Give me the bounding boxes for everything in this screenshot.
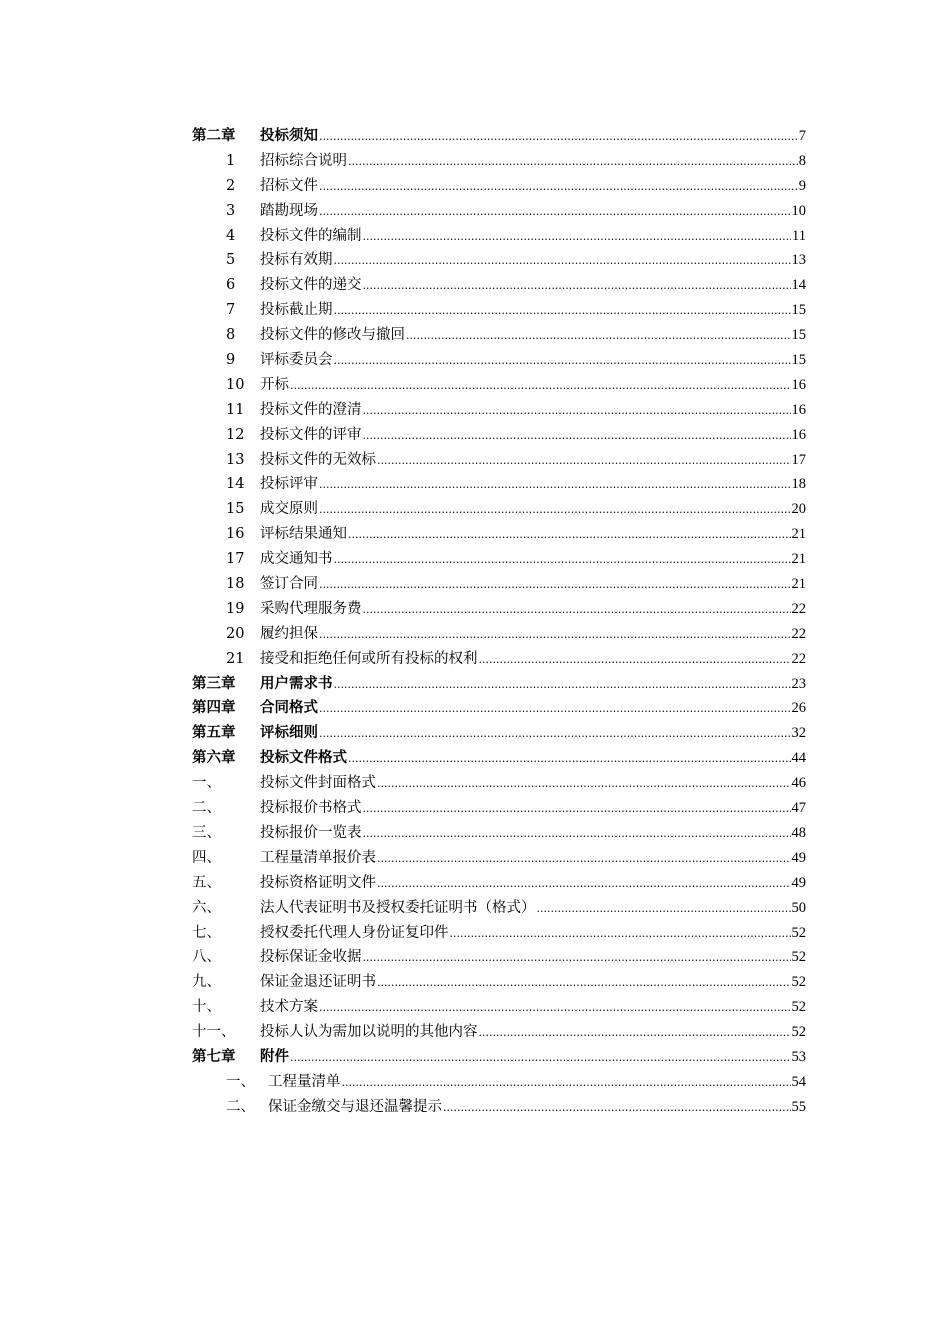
dot-leader [348, 526, 791, 542]
toc-entry[interactable] [192, 945, 806, 970]
toc-page: 16 [791, 401, 806, 418]
toc-page: 26 [791, 700, 806, 717]
toc-title: 投标截止期 [260, 302, 333, 319]
toc-entry[interactable] [192, 746, 806, 771]
toc-number: 第六章 [192, 749, 236, 767]
toc-number: 三、 [192, 824, 221, 841]
toc-entry[interactable] [192, 572, 806, 597]
toc-entry[interactable] [192, 672, 806, 697]
toc-title: 签订合同 [260, 576, 318, 593]
toc-entry[interactable] [192, 696, 806, 721]
toc-title: 投标文件封面格式 [260, 775, 376, 792]
toc-entry[interactable] [192, 423, 806, 448]
dot-leader [334, 252, 791, 268]
toc-number: 七、 [192, 924, 221, 941]
toc-entry[interactable] [192, 199, 806, 224]
toc-title: 评标细则 [260, 724, 318, 742]
toc-number: 第三章 [192, 674, 236, 692]
dot-leader [377, 850, 791, 866]
toc-page: 52 [791, 924, 806, 941]
toc-page: 14 [791, 277, 806, 294]
toc-entry[interactable] [192, 448, 806, 473]
dot-leader [319, 476, 791, 492]
toc-number: 7 [226, 302, 236, 319]
dot-leader [377, 974, 791, 990]
dot-leader [363, 277, 791, 293]
dot-leader [334, 352, 791, 368]
toc-number: 五、 [192, 874, 221, 891]
toc-number: 4 [226, 227, 236, 244]
toc-title: 合同格式 [260, 699, 318, 717]
toc-page: 15 [791, 327, 806, 344]
dot-leader [319, 501, 791, 517]
toc-title: 投标文件的无效标 [260, 451, 376, 468]
toc-title: 授权委托代理人身份证复印件 [260, 924, 449, 941]
toc-number: 16 [226, 526, 245, 543]
toc-title: 履约担保 [260, 625, 318, 642]
toc-title: 开标 [260, 376, 289, 393]
toc-page: 49 [791, 874, 806, 891]
toc-page: 54 [791, 1073, 806, 1090]
dot-leader [479, 1024, 791, 1040]
dot-leader [443, 1099, 791, 1115]
toc-page: 11 [792, 227, 806, 244]
toc-entry[interactable] [192, 1020, 806, 1045]
toc-entry[interactable] [192, 846, 806, 871]
toc-number: 11 [226, 401, 245, 418]
toc-page: 52 [791, 974, 806, 991]
toc-page: 46 [791, 775, 806, 792]
toc-title: 工程量清单 [268, 1073, 341, 1090]
toc-entry[interactable] [192, 522, 806, 547]
dot-leader [377, 452, 791, 468]
toc-title: 成交原则 [260, 501, 318, 518]
toc-page: 23 [791, 675, 806, 692]
toc-number: 一、 [192, 775, 221, 792]
toc-entry[interactable] [192, 1095, 806, 1120]
toc-page: 16 [791, 426, 806, 443]
toc-number: 第七章 [192, 1047, 236, 1065]
toc-page: 22 [791, 650, 806, 667]
toc-entry[interactable] [192, 771, 806, 796]
toc-number: 六、 [192, 899, 221, 916]
toc-title: 投标文件格式 [260, 749, 347, 767]
dot-leader [479, 651, 791, 667]
toc-title: 投标文件的递交 [260, 277, 362, 294]
toc-entry[interactable] [192, 995, 806, 1020]
toc-number: 5 [226, 252, 236, 269]
dot-leader [406, 327, 791, 343]
toc-entry[interactable] [192, 124, 806, 149]
dot-leader [377, 775, 791, 791]
dot-leader [363, 228, 792, 244]
toc-page: 10 [791, 202, 806, 219]
toc-entry[interactable] [192, 472, 806, 497]
toc-number: 二、 [192, 800, 221, 817]
toc-page: 22 [791, 625, 806, 642]
toc-entry[interactable] [192, 398, 806, 423]
toc-entry[interactable] [192, 821, 806, 846]
dot-leader [334, 676, 791, 692]
toc-page: 20 [791, 501, 806, 518]
toc-page: 15 [791, 302, 806, 319]
toc-title: 保证金退还证明书 [260, 974, 376, 991]
dot-leader [319, 128, 798, 144]
dot-leader [348, 153, 798, 169]
toc-title: 附件 [260, 1047, 289, 1065]
dot-leader [319, 178, 798, 194]
toc-entry[interactable] [192, 1045, 806, 1070]
dot-leader [290, 1049, 791, 1065]
dot-leader [334, 302, 791, 318]
toc-title: 评标委员会 [260, 352, 333, 369]
toc-number: 八、 [192, 949, 221, 966]
toc-entry[interactable] [192, 497, 806, 522]
toc-entry[interactable] [192, 323, 806, 348]
toc-title: 投标文件的澄清 [260, 401, 362, 418]
dot-leader [342, 1074, 791, 1090]
toc-page: 49 [791, 849, 806, 866]
toc-entry[interactable] [192, 896, 806, 921]
toc-entry[interactable] [192, 597, 806, 622]
toc-entry[interactable] [192, 1070, 806, 1095]
toc-number: 10 [226, 376, 245, 393]
dot-leader [290, 377, 791, 393]
toc-entry[interactable] [192, 547, 806, 572]
dot-leader [363, 427, 791, 443]
dot-leader [363, 825, 791, 841]
toc-number: 13 [226, 451, 245, 468]
toc-title: 技术方案 [260, 999, 318, 1016]
dot-leader [363, 800, 791, 816]
toc-page: 32 [791, 725, 806, 742]
toc-page: 17 [791, 451, 806, 468]
toc-entry[interactable] [192, 796, 806, 821]
dot-leader [377, 875, 791, 891]
toc-number: 18 [226, 576, 245, 593]
toc-number: 四、 [192, 849, 221, 866]
toc-title: 投标人认为需加以说明的其他内容 [260, 1024, 478, 1041]
toc-title: 投标文件的编制 [260, 227, 362, 244]
toc-entry[interactable] [192, 622, 806, 647]
toc-page: 52 [791, 949, 806, 966]
toc-title: 招标综合说明 [260, 152, 347, 169]
toc-title: 法人代表证明书及授权委托证明书（格式） [260, 899, 536, 916]
toc-number: 6 [226, 277, 236, 294]
toc-number: 九、 [192, 974, 221, 991]
dot-leader [348, 750, 791, 766]
toc-page: 48 [791, 824, 806, 841]
toc-number: 8 [226, 327, 236, 344]
dot-leader [319, 725, 791, 741]
toc-page: 50 [791, 899, 806, 916]
toc-number: 3 [226, 202, 236, 219]
toc-title: 评标结果通知 [260, 526, 347, 543]
toc-number: 15 [226, 501, 245, 518]
dot-leader [363, 949, 791, 965]
toc-entry[interactable] [192, 273, 806, 298]
toc-number: 二、 [226, 1098, 255, 1115]
toc-title: 投标资格证明文件 [260, 874, 376, 891]
toc-number: 一、 [226, 1073, 255, 1090]
dot-leader [334, 551, 791, 567]
toc-entry[interactable] [192, 174, 806, 199]
toc-page: 9 [798, 177, 806, 194]
toc-title: 成交通知书 [260, 551, 333, 568]
toc-page: 18 [791, 476, 806, 493]
dot-leader [450, 925, 791, 941]
toc-entry[interactable] [192, 373, 806, 398]
dot-leader [319, 203, 791, 219]
toc-page: 21 [791, 526, 806, 543]
toc-entry[interactable] [192, 298, 806, 323]
dot-leader [319, 576, 791, 592]
toc-number: 1 [226, 152, 236, 169]
toc-title: 投标保证金收据 [260, 949, 362, 966]
toc-number: 十一、 [192, 1024, 236, 1041]
toc-title: 投标须知 [260, 127, 318, 144]
table-of-contents [192, 124, 806, 1120]
dot-leader [363, 601, 791, 617]
toc-entry[interactable] [192, 871, 806, 896]
toc-title: 采购代理服务费 [260, 600, 362, 617]
toc-title: 招标文件 [260, 177, 318, 194]
toc-number: 2 [226, 177, 236, 194]
toc-page: 22 [791, 600, 806, 617]
toc-title: 保证金缴交与退还温馨提示 [268, 1098, 442, 1115]
dot-leader [319, 700, 791, 716]
toc-entry[interactable] [192, 248, 806, 273]
toc-title: 投标报价一览表 [260, 824, 362, 841]
toc-title: 踏勘现场 [260, 202, 318, 219]
toc-page: 16 [791, 376, 806, 393]
toc-page: 8 [798, 152, 806, 169]
dot-leader [537, 900, 791, 916]
toc-entry[interactable] [192, 970, 806, 995]
toc-page: 47 [791, 800, 806, 817]
toc-page: 52 [791, 1024, 806, 1041]
toc-number: 十、 [192, 999, 221, 1016]
toc-entry[interactable] [192, 224, 806, 249]
toc-entry[interactable] [192, 348, 806, 373]
toc-number: 第二章 [192, 127, 236, 144]
toc-page: 55 [791, 1098, 806, 1115]
toc-number: 19 [226, 600, 245, 617]
dot-leader [319, 999, 791, 1015]
toc-title: 工程量清单报价表 [260, 849, 376, 866]
toc-number: 第四章 [192, 699, 236, 717]
dot-leader [319, 626, 791, 642]
toc-number: 第五章 [192, 724, 236, 742]
toc-title: 投标报价书格式 [260, 800, 362, 817]
toc-number: 17 [226, 551, 245, 568]
toc-number: 9 [226, 352, 236, 369]
toc-number: 12 [226, 426, 245, 443]
toc-title: 投标文件的评审 [260, 426, 362, 443]
toc-page: 7 [798, 128, 806, 144]
toc-entry[interactable] [192, 149, 806, 174]
toc-title: 用户需求书 [260, 674, 333, 692]
toc-number: 20 [226, 625, 245, 642]
toc-title: 投标有效期 [260, 252, 333, 269]
toc-page: 52 [791, 999, 806, 1016]
toc-title: 投标评审 [260, 476, 318, 493]
toc-page: 15 [791, 352, 806, 369]
toc-page: 13 [791, 252, 806, 269]
toc-page: 53 [791, 1048, 806, 1065]
toc-entry[interactable] [192, 647, 806, 672]
toc-number: 21 [226, 650, 245, 667]
toc-number: 14 [226, 476, 245, 493]
dot-leader [363, 402, 791, 418]
toc-page: 44 [791, 750, 806, 767]
toc-page: 21 [791, 551, 806, 568]
toc-title: 接受和拒绝任何或所有投标的权利 [260, 650, 478, 667]
toc-title: 投标文件的修改与撤回 [260, 327, 405, 344]
toc-entry[interactable] [192, 921, 806, 946]
toc-page: 21 [791, 576, 806, 593]
toc-entry[interactable] [192, 721, 806, 746]
